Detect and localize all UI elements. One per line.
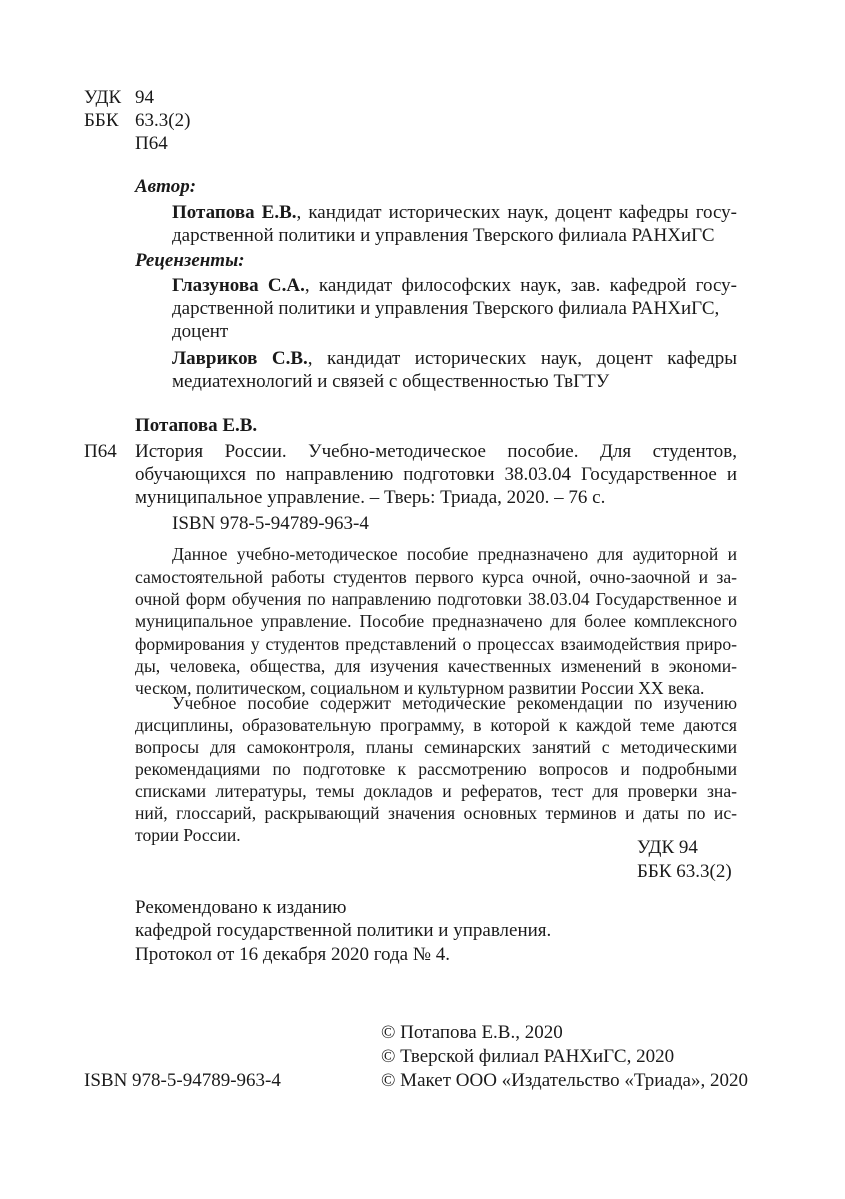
udk-value: 94 [135, 87, 154, 108]
reviewer1-name: Глазунова С.А. [172, 275, 305, 296]
recommendation-line-3: Протокол от 16 декабря 2020 года № 4. [135, 944, 450, 965]
annotation-p1-line-2: самостоятельной работы студентов первого курса очной, очно-заочной и за- [135, 567, 737, 587]
copyright-author: © Потапова Е.В., 2020 [381, 1022, 563, 1043]
bottom-udk: УДК 94 [637, 837, 698, 858]
bbk-label: ББК [84, 110, 119, 131]
author-line-1 [172, 201, 737, 224]
reviewer1-line-3: доцент [172, 321, 229, 342]
reviewer1-line-1-rest: , кандидат философских наук, зав. кафедрой госу- [304, 275, 737, 296]
annotation-p2-line-6: ний, глоссарий, раскрывающий значения основных терминов и даты по ис- [135, 803, 737, 823]
recommendation-line-1: Рекомендовано к изданию [135, 897, 347, 918]
reviewer2-name: Лавриков С.В. [172, 348, 308, 369]
reviewer1-line-2: дарственной политики и управления Тверского филиала РАНХиГС, [172, 298, 720, 319]
reviewers-heading: Рецензенты: [135, 250, 245, 271]
annotation-p2-line-5: списками литературы, темы докладов и рефератов, тест для проверки зна- [135, 781, 737, 801]
reviewer2-line-2: медиатехнологий и связей с общественностью ТвГТУ [172, 371, 610, 392]
udk-label: УДК [84, 87, 122, 108]
footer-isbn: ISBN 978-5-94789-963-4 [84, 1070, 281, 1091]
bib-mark: П64 [84, 441, 117, 462]
bib-author-header: Потапова Е.В. [135, 415, 258, 436]
annotation-p1-line-1: Данное учебно-методическое пособие предназначено для аудиторной и [172, 544, 737, 564]
annotation-p1-line-4: муниципальное управление. Пособие предназначено для более комплексного [135, 611, 737, 631]
annotation-p1-line-6: ды, человека, общества, для изучения качественных изменений в экономи- [135, 656, 737, 676]
bib-line-1: История России. Учебно-методическое пособие. Для студентов, [135, 441, 737, 462]
recommendation-line-2: кафедрой государственной политики и управления. [135, 920, 552, 941]
author-heading: Автор: [135, 176, 197, 197]
bib-line-2: обучающихся по направлению подготовки 38.03.04 Государственное и [135, 464, 737, 485]
author-mark: П64 [135, 133, 168, 154]
author-name: Потапова Е.В. [172, 202, 297, 223]
bib-isbn: ISBN 978-5-94789-963-4 [172, 513, 369, 534]
annotation-p1-line-5: формирования у студентов представлений о процессах взаимодействия приро- [135, 634, 737, 654]
author-line-2: дарственной политики и управления Тверского филиала РАНХиГС [172, 225, 715, 246]
annotation-p1-line-7: ческом, политическом, социальном и культурном развитии России XX века. [135, 678, 705, 698]
annotation-p2-line-3: вопросы для самоконтроля, планы семинарских занятий с методическими [135, 737, 737, 757]
reviewer2-line-1-rest: , кандидат исторических наук, доцент кафедры [307, 348, 737, 369]
author-line-1-rest: , кандидат исторических наук, доцент кафедры госу- [296, 202, 737, 223]
annotation-p2-line-4: рекомендациями по подготовке к рассмотрению вопросов и подробными [135, 759, 737, 779]
bib-line-3: муниципальное управление. – Тверь: Триада, 2020. – 76 с. [135, 487, 606, 508]
bottom-bbk: ББК 63.3(2) [637, 861, 732, 882]
bbk-value: 63.3(2) [135, 110, 191, 131]
annotation-p1-line-3: очной форм обучения по направлению подготовки 38.03.04 Государственное и [135, 589, 737, 609]
copyright-publisher: © Макет ООО «Издательство «Триада», 2020 [381, 1070, 748, 1091]
annotation-p2-line-1: Учебное пособие содержит методические рекомендации по изучению [172, 693, 737, 713]
copyright-branch: © Тверской филиал РАНХиГС, 2020 [381, 1046, 675, 1067]
reviewer1-line-1 [172, 274, 737, 297]
reviewer2-line-1 [172, 347, 737, 370]
annotation-p2-line-2: дисциплины, образовательную программу, в которой к каждой теме даются [135, 715, 737, 735]
annotation-p2-line-7: тории России. [135, 825, 241, 845]
